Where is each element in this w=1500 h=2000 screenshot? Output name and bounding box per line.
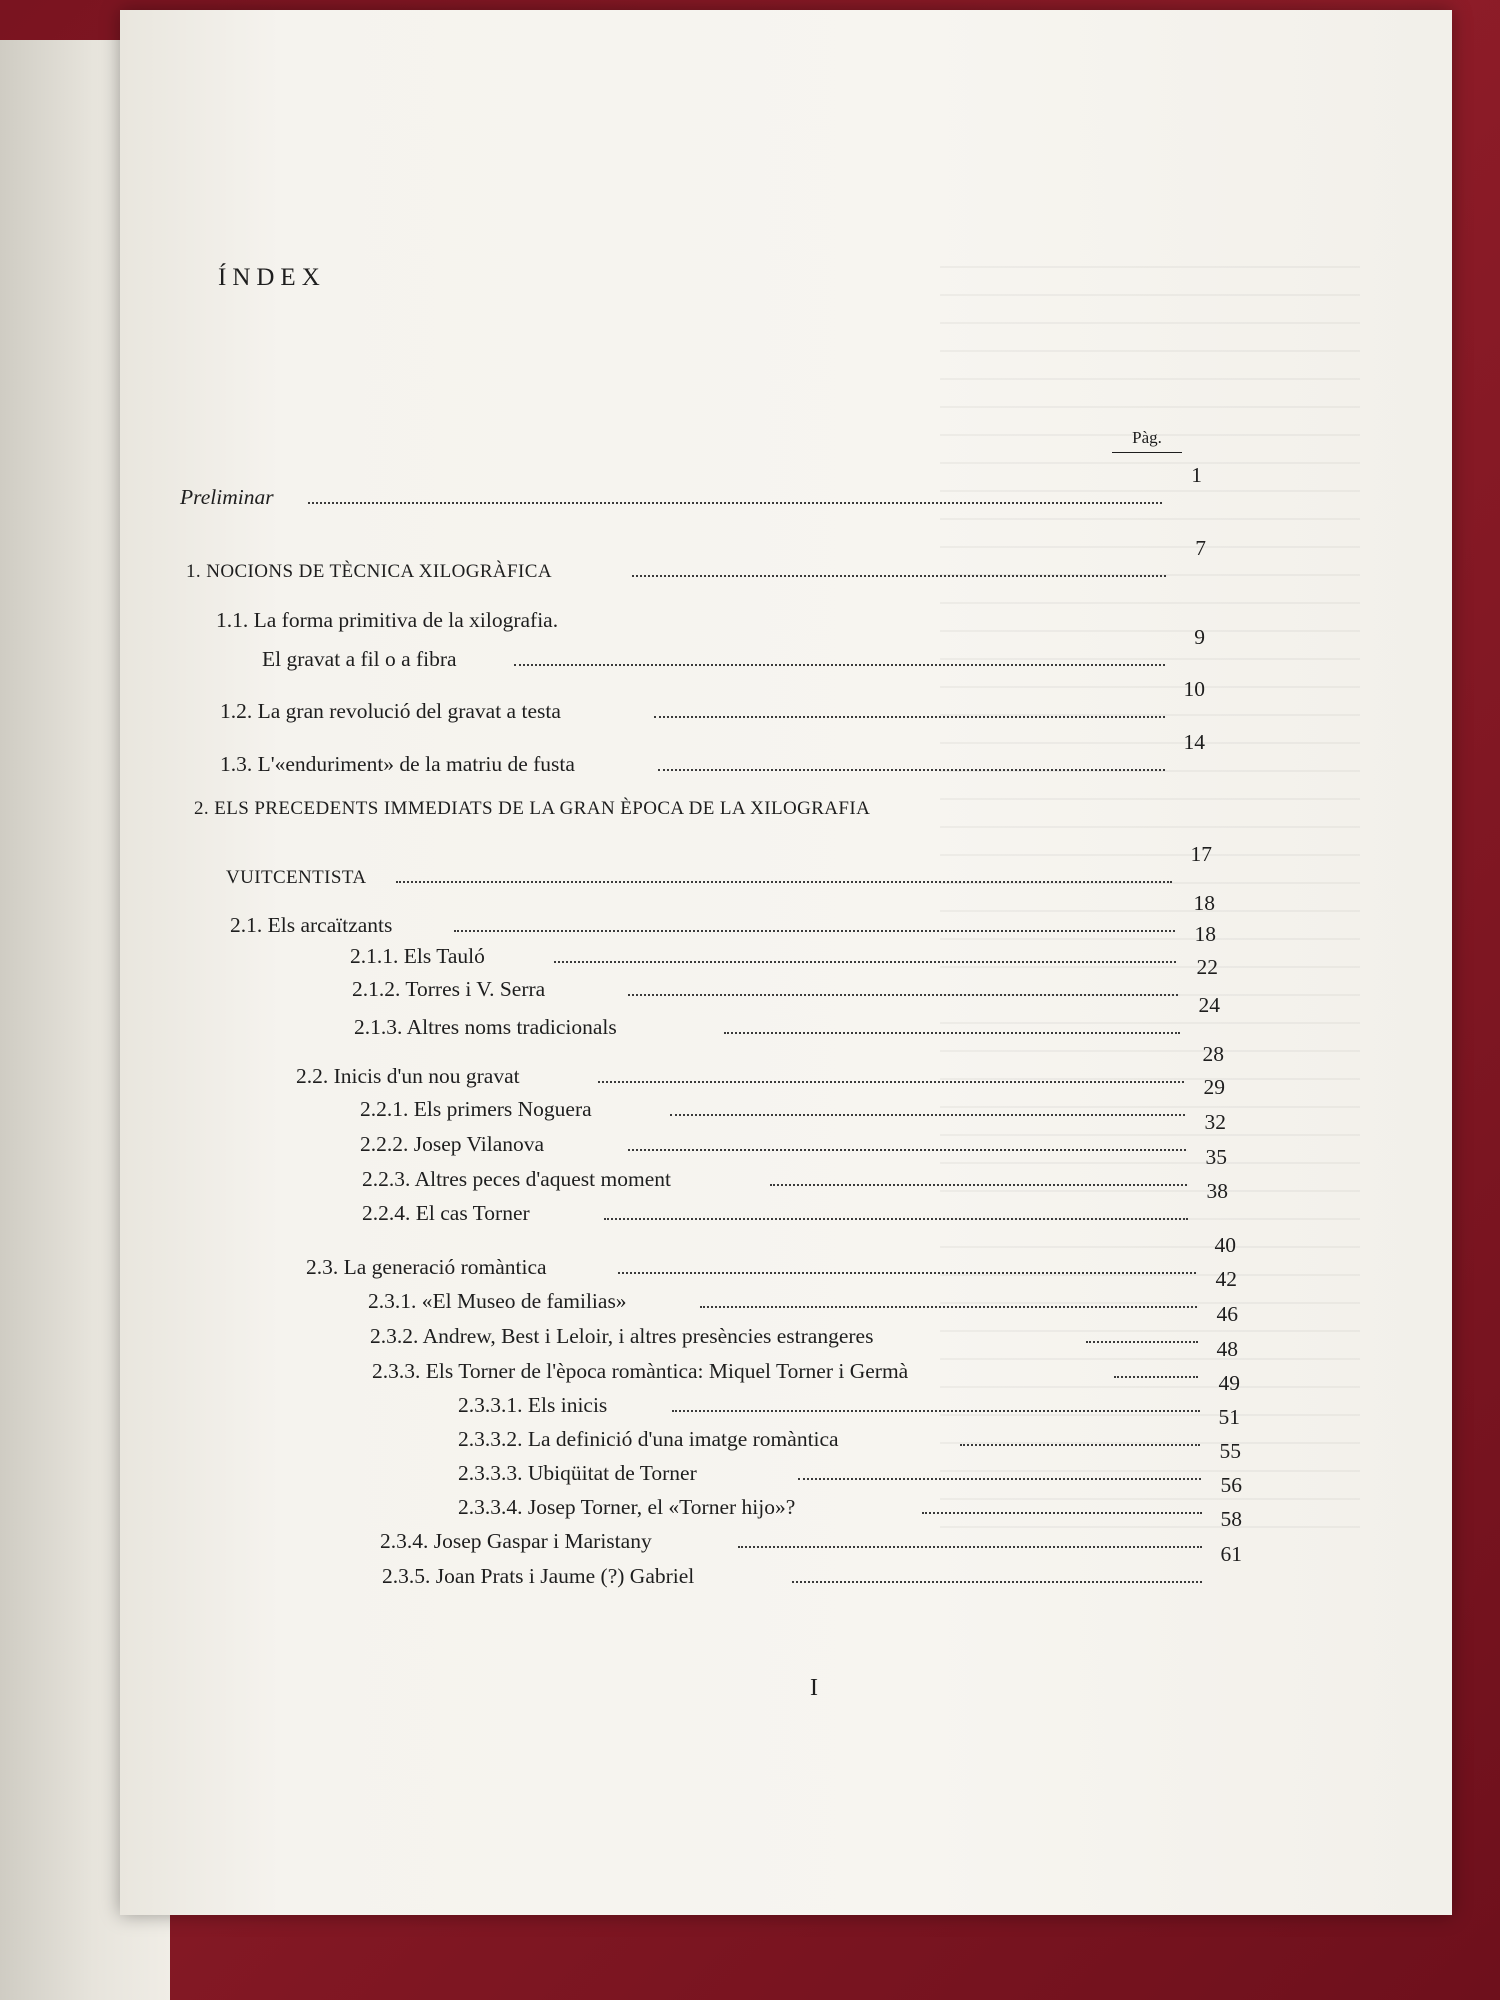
toc-entry-page: 51 bbox=[1218, 1405, 1240, 1429]
leader-dots bbox=[618, 1272, 1196, 1274]
toc-entry-label-line1: 1.1. La forma primitiva de la xilografia. bbox=[216, 608, 559, 632]
toc-entry-page: 35 bbox=[1205, 1145, 1227, 1169]
toc-entry-page: 48 bbox=[1216, 1337, 1238, 1361]
book-page bbox=[120, 10, 1452, 1915]
toc-entry-page: 56 bbox=[1220, 1473, 1242, 1497]
leader-dots bbox=[738, 1546, 1202, 1548]
toc-entry-label: 2.3.4. Josep Gaspar i Maristany bbox=[380, 1529, 652, 1553]
toc-entry-page: 1 bbox=[1191, 463, 1202, 487]
leader-dots bbox=[700, 1306, 1197, 1308]
leader-dots bbox=[632, 575, 1166, 577]
toc-entry-page: 22 bbox=[1196, 955, 1218, 979]
toc-entry-page: 61 bbox=[1220, 1542, 1242, 1566]
toc-entry-label: 2.3.3.2. La definició d'una imatge romàntica bbox=[458, 1427, 839, 1451]
toc-entry-label: 2.3.3.4. Josep Torner, el «Torner hijo»? bbox=[458, 1495, 796, 1519]
toc-entry-page: 42 bbox=[1215, 1267, 1237, 1291]
leader-dots bbox=[396, 881, 1172, 883]
toc-entry-label: 1.3. L'«enduriment» de la matriu de fusta bbox=[220, 752, 575, 776]
toc-entry bbox=[354, 993, 1220, 1040]
toc-entry-label: 2.3.5. Joan Prats i Jaume (?) Gabriel bbox=[382, 1564, 695, 1588]
toc-entry-label: 2.2. Inicis d'un nou gravat bbox=[296, 1064, 520, 1088]
toc-entry bbox=[372, 1337, 1238, 1384]
toc-entry-label-line1: 2. ELS PRECEDENTS IMMEDIATS DE LA GRAN ÈPOCA DE LA XILOGRAFIA bbox=[194, 798, 871, 819]
leader-dots bbox=[798, 1478, 1201, 1480]
toc-entry bbox=[368, 1267, 1237, 1314]
toc-entry bbox=[226, 842, 1212, 889]
toc-entry-label: 2.2.1. Els primers Noguera bbox=[360, 1097, 592, 1121]
leader-dots bbox=[724, 1032, 1180, 1034]
leader-dots bbox=[960, 1444, 1200, 1446]
leader-dots bbox=[1086, 1341, 1198, 1343]
toc-entry-label: 2.2.2. Josep Vilanova bbox=[360, 1132, 545, 1156]
toc-entry-label: 2.3.3. Els Torner de l'època romàntica: Miquel Torner i Germà bbox=[372, 1359, 909, 1383]
leader-dots bbox=[792, 1581, 1202, 1583]
toc-entry-label: Preliminar bbox=[180, 485, 274, 509]
page-number-footer: I bbox=[810, 1675, 818, 1701]
toc-entry-label: 1.2. La gran revolució del gravat a testa bbox=[220, 699, 561, 723]
leader-dots bbox=[654, 716, 1165, 718]
leader-dots bbox=[770, 1184, 1187, 1186]
toc-entry-page: 29 bbox=[1203, 1075, 1225, 1099]
toc-entry-label: 2.1.1. Els Tauló bbox=[350, 944, 485, 968]
leader-dots bbox=[628, 994, 1178, 996]
toc-entry-page: 18 bbox=[1194, 922, 1216, 946]
toc-entry-label: 2.3.3.3. Ubiqüitat de Torner bbox=[458, 1461, 697, 1485]
toc-entry-page: 10 bbox=[1183, 677, 1205, 701]
toc-entry-page: 17 bbox=[1190, 842, 1212, 866]
toc-entry-label: 2.1.3. Altres noms tradicionals bbox=[354, 1015, 617, 1039]
toc-entry-label: 2.2.3. Altres peces d'aquest moment bbox=[362, 1167, 671, 1191]
toc-entry-label: 2.1.2. Torres i V. Serra bbox=[352, 977, 546, 1001]
leader-dots bbox=[670, 1114, 1185, 1116]
toc-entry-page: 14 bbox=[1183, 730, 1205, 754]
toc-entry-page: 46 bbox=[1216, 1302, 1238, 1326]
toc-entry-page: 24 bbox=[1198, 993, 1220, 1017]
toc-entry-page: 18 bbox=[1193, 891, 1215, 915]
toc-entry-page: 55 bbox=[1219, 1439, 1241, 1463]
toc-entry bbox=[360, 1110, 1226, 1157]
toc-entry-page: 7 bbox=[1195, 536, 1206, 560]
toc-entry-label: 2.3.3.1. Els inicis bbox=[458, 1393, 608, 1417]
toc-entry bbox=[262, 625, 1205, 672]
leader-dots bbox=[514, 664, 1165, 666]
leader-dots bbox=[672, 1410, 1200, 1412]
toc-entry-page: 32 bbox=[1204, 1110, 1226, 1134]
leader-dots bbox=[308, 502, 1162, 504]
toc-entry bbox=[360, 1075, 1225, 1122]
toc-entry-page: 58 bbox=[1220, 1507, 1242, 1531]
toc-entry bbox=[230, 891, 1215, 938]
leader-dots bbox=[598, 1081, 1184, 1083]
leader-dots bbox=[604, 1218, 1188, 1220]
toc-entry bbox=[382, 1542, 1242, 1589]
leader-dots bbox=[628, 1149, 1186, 1151]
toc-entry-label: VUITCENTISTA bbox=[226, 867, 367, 888]
toc-entry-label: 1. NOCIONS DE TÈCNICA XILOGRÀFICA bbox=[186, 561, 552, 582]
leader-dots bbox=[1114, 1376, 1198, 1378]
toc-entry-page: 28 bbox=[1202, 1042, 1224, 1066]
page-column-label: Pàg. bbox=[1112, 428, 1182, 453]
leader-dots bbox=[658, 769, 1165, 771]
toc-entry-label: El gravat a fil o a fibra bbox=[262, 647, 457, 671]
toc-entry-label: 2.3.2. Andrew, Best i Leloir, i altres presències estrangeres bbox=[370, 1324, 874, 1348]
leader-dots bbox=[554, 961, 1176, 963]
toc-entry bbox=[220, 730, 1205, 777]
toc-entry-page: 9 bbox=[1194, 625, 1205, 649]
toc-entry-label: 2.2.4. El cas Torner bbox=[362, 1201, 530, 1225]
toc-entry-page: 49 bbox=[1218, 1371, 1240, 1395]
toc-entry-label: 2.3.1. «El Museo de familias» bbox=[368, 1289, 627, 1313]
toc-entry bbox=[186, 536, 1206, 583]
toc-entry-label: 2.1. Els arcaïtzants bbox=[230, 913, 393, 937]
page-title: ÍNDEX bbox=[218, 264, 326, 291]
toc-entry-label: 2.3. La generació romàntica bbox=[306, 1255, 547, 1279]
toc-entry-page: 40 bbox=[1214, 1233, 1236, 1257]
toc-entry bbox=[220, 677, 1205, 724]
leader-dots bbox=[922, 1512, 1202, 1514]
leader-dots bbox=[454, 930, 1175, 932]
toc-entry-page: 38 bbox=[1206, 1179, 1228, 1203]
toc-entry bbox=[180, 463, 1202, 510]
